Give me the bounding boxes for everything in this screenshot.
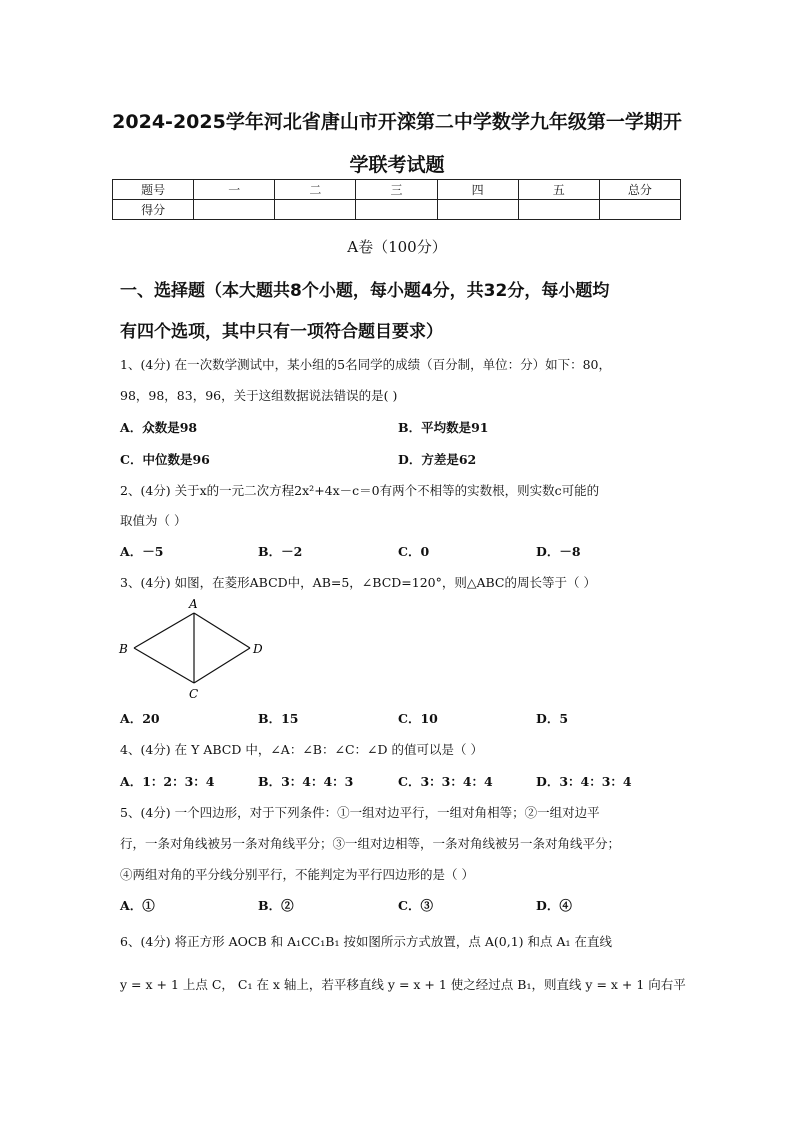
question-5-line-2: 行，一条对角线被另一条对角线平分；③一组对边相等，一条对角线被另一条对角线平分； (120, 836, 621, 851)
question-1-option-a[interactable]: A．众数是98 (120, 420, 198, 435)
side-cb (134, 648, 194, 683)
part-1-heading-line-1: 一、选择题（本大题共8个小题，每小题4分，共32分，每小题均 (120, 281, 610, 301)
question-5-option-b[interactable]: B．② (258, 898, 294, 913)
question-1-option-c[interactable]: C．中位数是96 (120, 452, 210, 467)
score-cell[interactable] (356, 200, 437, 220)
exam-title-line-2: 学联考试题 (349, 154, 445, 176)
question-4-option-c[interactable]: C．3：3：4：4 (398, 774, 493, 789)
question-4-option-a[interactable]: A．1：2：3：4 (120, 774, 215, 789)
score-table (112, 179, 681, 220)
vertex-label-a: A (189, 597, 198, 611)
score-table-header-row (113, 180, 681, 200)
question-2-line-2: 取值为（ ） (120, 513, 187, 528)
question-1-line-2: 98，98，83，96，关于这组数据说法错误的是( ) (120, 388, 398, 403)
score-cell[interactable] (518, 200, 599, 220)
score-header-cell: 四 (437, 180, 518, 200)
question-5-option-d[interactable]: D．④ (536, 898, 572, 913)
question-3-option-d[interactable]: D．5 (536, 711, 569, 726)
vertex-label-b: B (119, 642, 128, 656)
question-2-option-a[interactable]: A．－5 (120, 544, 164, 559)
question-3-line-1: 3、(4分) 如图，在菱形ABCD中，AB=5，∠BCD=120°，则△ABC的周长等于（ ） (120, 575, 596, 590)
question-5-option-a[interactable]: A．① (120, 898, 155, 913)
score-cell[interactable] (194, 200, 275, 220)
question-4-option-b[interactable]: B．3：4：4：3 (258, 774, 354, 789)
side-ba (134, 613, 194, 648)
question-4-line-1: 4、(4分) 在 Y ABCD 中，∠A：∠B：∠C：∠D 的值可以是（ ） (120, 742, 483, 757)
question-2-option-d[interactable]: D．－8 (536, 544, 581, 559)
question-1-option-b[interactable]: B．平均数是91 (398, 420, 489, 435)
question-3-option-a[interactable]: A．20 (120, 711, 160, 726)
score-header-cell: 三 (356, 180, 437, 200)
question-1-line-1: 1、(4分) 在一次数学测试中，某小组的5名同学的成绩（百分制，单位：分）如下：80， (120, 357, 611, 372)
side-dc (194, 648, 250, 683)
part-1-heading-line-2: 有四个选项，其中只有一项符合题目要求） (120, 322, 443, 342)
question-2-option-c[interactable]: C．0 (398, 544, 430, 559)
score-header-cell: 总分 (599, 180, 680, 200)
question-1-option-d[interactable]: D．方差是62 (398, 452, 477, 467)
question-6-line-1: 6、(4分) 将正方形 AOCB 和 A₁CC₁B₁ 按如图所示方式放置，点 A(0,1) 和点 A₁ 在直线 (120, 934, 613, 949)
score-header-cell: 五 (518, 180, 599, 200)
exam-title-line-1: 2024-2025学年河北省唐山市开滦第二中学数学九年级第一学期开 (112, 111, 682, 133)
question-2-option-b[interactable]: B．－2 (258, 544, 303, 559)
question-5-line-1: 5、(4分) 一个四边形，对于下列条件：①一组对边平行，一组对角相等；②一组对边平 (120, 805, 600, 820)
rhombus-diagram (110, 595, 280, 705)
score-table-score-row (113, 200, 681, 220)
question-5-option-c[interactable]: C．③ (398, 898, 433, 913)
question-5-line-3: ④两组对角的平分线分别平行，不能判定为平行四边形的是（ ） (120, 867, 474, 882)
score-row-label: 得分 (113, 200, 194, 220)
score-header-cell: 题号 (113, 180, 194, 200)
score-cell[interactable] (599, 200, 680, 220)
question-3-option-b[interactable]: B．15 (258, 711, 299, 726)
section-a-heading: A卷（100分） (347, 238, 447, 256)
question-3-option-c[interactable]: C．10 (398, 711, 438, 726)
side-ad (194, 613, 250, 648)
question-6-line-2: y = x + 1 上点 C， C₁ 在 x 轴上，若平移直线 y = x + 1 使之经过点 B₁，则直线 y = x + 1 向右平 (120, 977, 686, 992)
score-cell[interactable] (275, 200, 356, 220)
question-2-line-1: 2、(4分) 关于x的一元二次方程2x²+4x－c＝0有两个不相等的实数根，则实数c可能的 (120, 483, 600, 498)
score-cell[interactable] (437, 200, 518, 220)
score-header-cell: 一 (194, 180, 275, 200)
question-4-option-d[interactable]: D．3：4：3：4 (536, 774, 632, 789)
vertex-label-d: D (253, 642, 263, 656)
score-header-cell: 二 (275, 180, 356, 200)
vertex-label-c: C (189, 687, 199, 701)
